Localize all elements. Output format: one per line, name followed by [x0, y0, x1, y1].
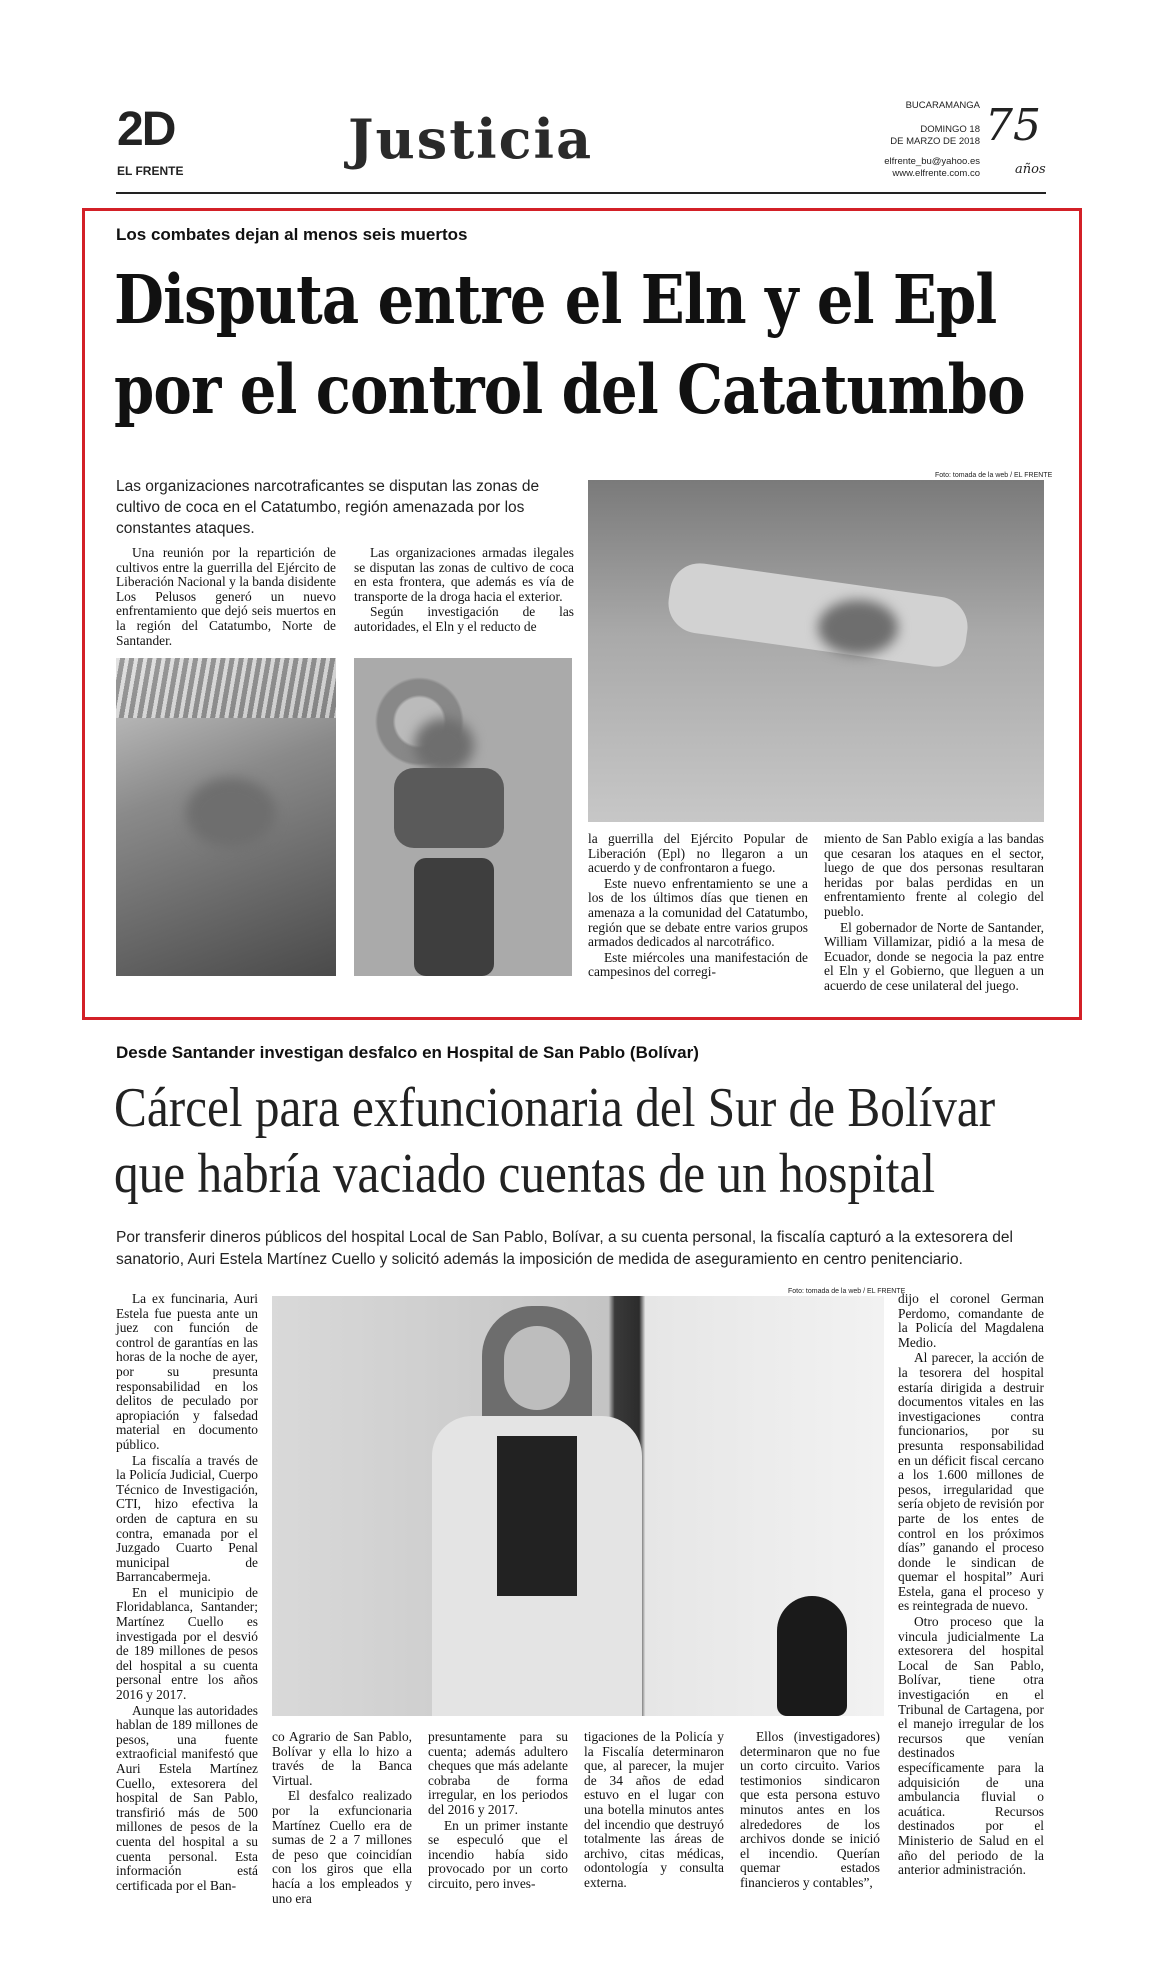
paper-name: EL FRENTE: [117, 164, 184, 178]
paragraph: Este miércoles una manifestación de campesinos del corregi-: [588, 949, 808, 980]
photo-body-rocks: [354, 658, 572, 976]
story2-col-b3: [584, 1730, 724, 1892]
date-line2: DE MARZO DE 2018: [890, 136, 980, 147]
masthead: [0, 0, 1158, 200]
story1-kicker: Los combates dejan al menos seis muertos: [116, 225, 468, 244]
grass-shape: [116, 658, 336, 718]
photo-credit: Foto: tomada de la web / EL FRENTE: [935, 472, 1053, 479]
photo-body-field: [588, 480, 1044, 822]
photo-credit: Foto: tomada de la web / EL FRENTE: [788, 1288, 906, 1295]
headline-line2: por el control del Catatumbo: [114, 350, 1025, 429]
story1-col3: [588, 832, 808, 981]
paragraph: Ellos (investigadores) determinaron que no fue un corto circuito. Varios testimonios sindicaron que esta persona estuvo minutos antes en los alrededores de los archivos donde se inició el incendio. Querían quemar estados financieros y contables”,: [740, 1729, 880, 1890]
paragraph: Otro proceso que la vincula judicialmente La extesorera del hospital Local de San Pablo, Bolívar, tiene otra investigación en el Tribunal de Cartagena, por el manejo irregular de los recursos que venían destinados específicamente para la adquisición de una ambulancia fluvial o acuática. Recursos destinados por el Ministerio de Salud en el año del periodo de la anterior administración.: [898, 1614, 1044, 1878]
anniv-number: 75: [985, 100, 1041, 151]
section-title: Justicia: [348, 107, 594, 171]
story2-left-col: [116, 1292, 258, 1894]
story2-col-b1: [272, 1730, 412, 1907]
body-shape: [665, 559, 972, 670]
anniversary-logo: [985, 100, 1055, 185]
paragraph: Según investigación de las autoridades, el Eln y el reducto de: [354, 604, 574, 634]
paragraph: tigaciones de la Policía y la Fiscalía determinaron que, al parecer, la mujer de 34 años de edad estuvo en el lugar con una botella minutos antes del incendio que destruyó totalmente las áreas de archivo, citas médicas, odontología y consulta externa.: [584, 1729, 724, 1890]
paragraph: Una reunión por la repartición de cultivos entre la guerrilla del Ejército de Liberación Nacional y la banda disidente Los Pelusos generó un nuevo enfrentamiento que dejó seis muertos en la región del Catatumbo, Norte de Santander.: [116, 545, 336, 648]
paragraph: En un primer instante se especuló que el incendio había sido provocado por un corto circuito, pero inves-: [428, 1817, 568, 1891]
story2-lead: Por transferir dineros públicos del hospital Local de San Pablo, Bolívar, a su cuenta personal, la fiscalía capturó a la extesorera del sanatorio, Auri Estela Martínez Cuello y solicitó además la imposición de medida de aseguramiento en centro penitenciario.: [116, 1229, 1013, 1268]
face-shape: [504, 1326, 570, 1410]
photo-body-grass: [116, 658, 336, 976]
blurred-face: [818, 600, 898, 655]
paragraph: Las organizaciones armadas ilegales se disputan las zonas de cultivo de coca en esta frontera, que además es vía de transporte de la droga hacia el exterior.: [354, 545, 574, 604]
paragraph: co Agrario de San Pablo, Bolívar y ella lo hizo a través de la Banca Virtual.: [272, 1729, 412, 1788]
date-line1: DOMINGO 18: [920, 124, 980, 135]
story1-col1: [116, 546, 336, 649]
paragraph: El gobernador de Norte de Santander, William Villamizar, pidió a la mesa de Ecuador, donde se negocia la paz entre el Eln y el Gobierno, que lleguen a un acuerdo de cese unilateral del juego.: [824, 919, 1044, 993]
anniv-word: años: [1015, 162, 1046, 177]
story2-col-b2: [428, 1730, 568, 1893]
paragraph: Aunque las autoridades hablan de 189 millones de pesos, una fuente extraoficial manifestó que Auri Estela Martínez Cuello, extesorera del hospital de San Pablo, transfirió más de 500 millones de pesos de la cuenta del hospital a su cuenta personal. Esta información está certificada por el Ban-: [116, 1702, 258, 1893]
story2-kicker: Desde Santander investigan desfalco en Hospital de San Pablo (Bolívar): [116, 1043, 699, 1062]
top-shape: [497, 1436, 577, 1596]
story2-headline: [114, 1075, 995, 1207]
story1-col2: [354, 546, 574, 636]
blurred-face: [414, 718, 474, 773]
email[interactable]: elfrente_bu@yahoo.es: [884, 156, 980, 167]
page-code: 2D: [117, 103, 175, 156]
blurred-face: [186, 778, 276, 848]
vase-shape: [777, 1596, 847, 1716]
paragraph: La fiscalía a través de la Policía Judicial, Cuerpo Técnico de Investigación, CTI, hizo efectiva la orden de captura en su contra, emanada por el Juzgado Cuarto Penal municipal de Barrancabermeja.: [116, 1452, 258, 1585]
paragraph: dijo el coronel German Perdomo, comandante de la Policía del Magdalena Medio.: [898, 1291, 1044, 1350]
paragraph: El desfalco realizado por la exfuncionaria Martínez Cuello era de sumas de 2 a 7 millones de peso que coincidían con los giros que ella hacía a los empleados y uno era: [272, 1788, 412, 1906]
headline-line1: Disputa entre el Eln y el Epl: [114, 260, 997, 339]
paragraph: la guerrilla del Ejército Popular de Liberación (Epl) no llegaron a un acuerdo y de confrontaron a fuego.: [588, 831, 808, 876]
headline-line2: que habría vaciado cuentas de un hospital: [114, 1143, 936, 1205]
web[interactable]: www.elfrente.com.co: [892, 168, 980, 179]
shirt-shape: [394, 768, 504, 848]
headline-line1: Cárcel para exfuncionaria del Sur de Bolívar: [114, 1077, 996, 1139]
paragraph: Al parecer, la acción de la tesorera del hospital estaría dirigida a destruir documentos vitales en las investigaciones contra funcionarios, por su presunta responsabilidad en un déficit fiscal cercano a los 1.600 millones de pesos, irregularidad que sería objeto de revisión por parte de los entes de control en los próximos días” ganando el proceso donde le sindican de quemar el hospital” Auri Estela, gana el proceso y es reintegrada de nuevo.: [898, 1350, 1044, 1614]
city: BUCARAMANGA: [905, 100, 980, 111]
story1-headline: [114, 255, 1025, 435]
story2-col-b4: [740, 1730, 880, 1892]
dateline: [850, 100, 980, 180]
story1-col4: [824, 832, 1044, 995]
paragraph: En el municipio de Floridablanca, Santander; Martínez Cuello es investigada por el desvió de 189 millones de pesos del hospital a su cuenta personal entre los años 2016 y 2017.: [116, 1584, 258, 1703]
masthead-rule: [116, 192, 1046, 194]
photo-woman: [272, 1296, 884, 1716]
story1-lead: Las organizaciones narcotraficantes se disputan las zonas de cultivo de coca en el Catatumbo, región amenazada por los constantes ataques.: [116, 478, 540, 537]
pants-shape: [414, 858, 494, 976]
paragraph: Este nuevo enfrentamiento se une a los de los últimos días que tienen en amenaza a la comunidad del Catatumbo, región que se debate entre varios grupos armados dedicados al narcotráfico.: [588, 875, 808, 950]
paragraph: La ex funcinaria, Auri Estela fue puesta ante un juez con función de control de garantías en las horas de la noche de ayer, por su presunta responsabilidad en los delitos de peculado por apropiación y falsedad material en documento público.: [116, 1291, 258, 1452]
story2-right-col: [898, 1292, 1044, 1879]
paragraph: presuntamente para su cuenta; además adultero cheques que más adelante cobraba de forma irregular, en los periodos del 2016 y 2017.: [428, 1729, 568, 1817]
paragraph: miento de San Pablo exigía a las bandas que cesaran los ataques en el sector, luego de que dos personas resultaran heridas por balas perdidas en un enfrentamiento frente al colegio del pueblo.: [824, 831, 1044, 919]
